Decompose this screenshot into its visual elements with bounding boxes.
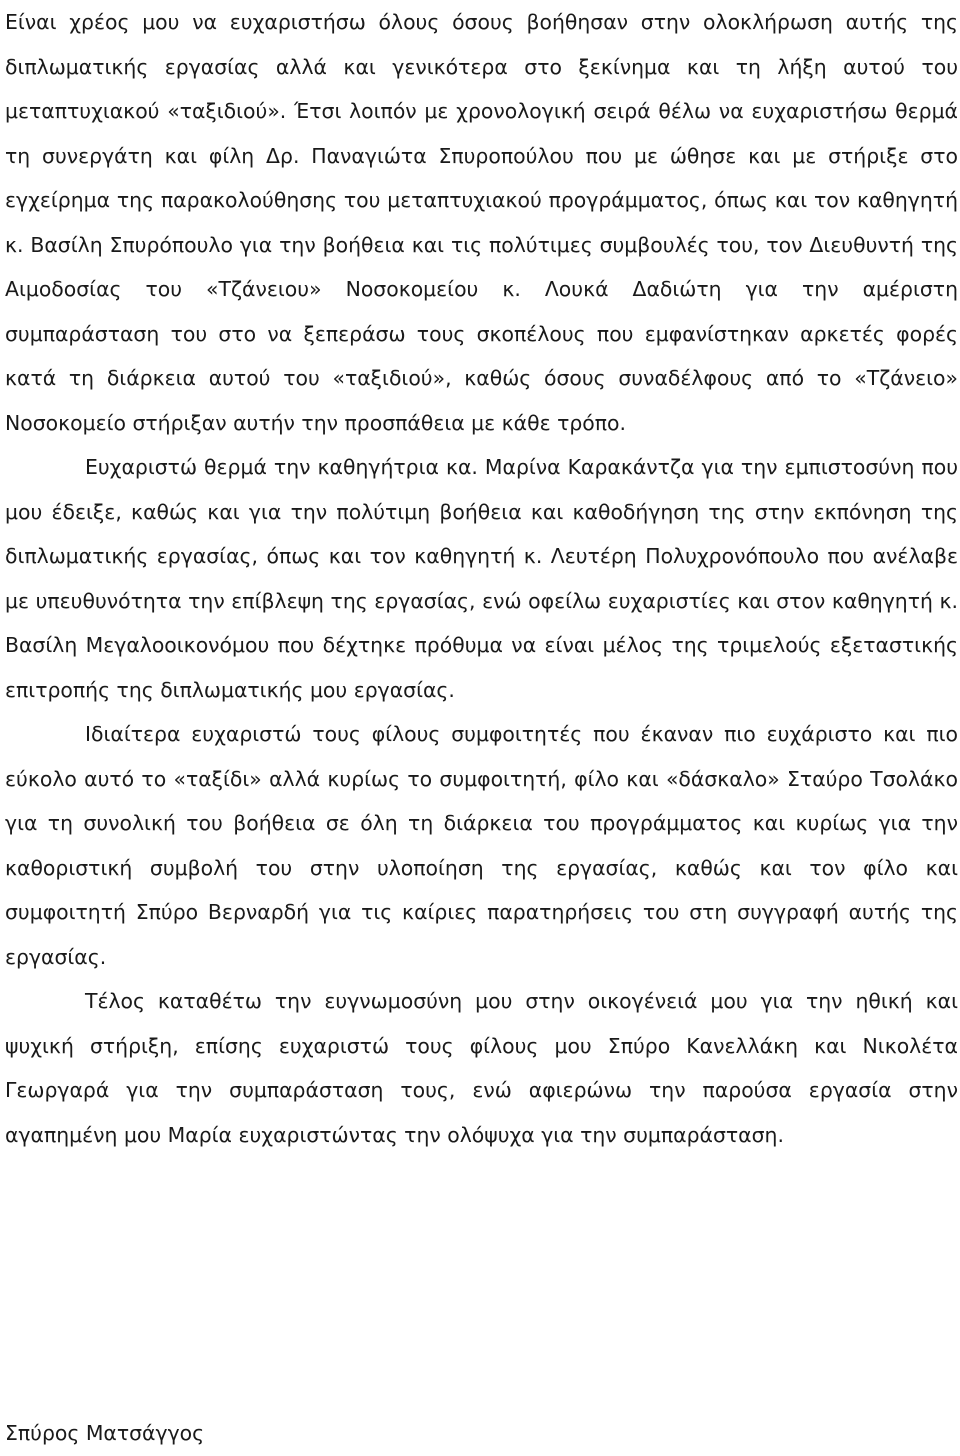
paragraph-2: Ευχαριστώ θερμά την καθηγήτρια κα. Μαρίνα Καρακάντζα για την εμπιστοσύνη που μου έδειξε, καθώς και για την πολύτιμη βοήθεια και καθοδήγηση της στην εκπόνηση της διπλωματικής εργασίας, όπως και τον καθηγητή κ. Λευτέρη Πολυχρονόπουλο που ανέλαβε με υπευθυνότητα την επίβλεψη της εργασίας, ενώ οφείλω ευχαριστίες και στον καθηγητή κ. Βασίλη Μεγαλοοικονόμου που δέχτηκε πρόθυμα να είναι μέλος της τριμελούς εξεταστικής επιτροπής της διπλωματικής μου εργασίας.	[5, 455, 958, 702]
paragraph-3: Ιδιαίτερα ευχαριστώ τους φίλους συμφοιτητές που έκαναν πιο ευχάριστο και πιο εύκολο αυτό το «ταξίδι» αλλά κυρίως το συμφοιτητή, φίλο και «δάσκαλο» Σταύρο Τσολάκο για τη συνολική του βοήθεια σε όλη τη διάρκεια του προγράμματος και κυρίως για την καθοριστική συμβολή του στην υλοποίηση της εργασίας, καθώς και τον φίλο και συμφοιτητή Σπύρο Βερναρδή για τις καίριες παρατηρήσεις του στη συγγραφή αυτής της εργασίας.	[5, 722, 958, 969]
acknowledgements-text	[5, 0, 958, 1157]
paragraph-1: Είναι χρέος μου να ευχαριστήσω όλους όσους βοήθησαν στην ολοκλήρωση αυτής της διπλωματικής εργασίας αλλά και γενικότερα στο ξεκίνημα και τη λήξη αυτού του μεταπτυχιακού «ταξιδιού». Έτσι λοιπόν με χρονολογική σειρά θέλω να ευχαριστήσω θερμά τη συνεργάτη και φίλη Δρ. Παναγιώτα Σπυροπούλου που με ώθησε και με στήριξε στο εγχείρημα της παρακολούθησης του μεταπτυχιακού προγράμματος, όπως και τον καθηγητή κ. Βασίλη Σπυρόπουλο για την βοήθεια και τις πολύτιμες συμβουλές του, τον Διευθυντή της Αιμοδοσίας του «Τζάνειου» Νοσοκομείου κ. Λουκά Δαδιώτη για την αμέριστη συμπαράσταση του στο να ξεπεράσω τους σκοπέλους που εμφανίστηκαν αρκετές φορές κατά τη διάρκεια αυτού του «ταξιδιού», καθώς όσους συναδέλφους από το «Τζάνειο» Νοσοκομείο στήριξαν αυτήν την προσπάθεια με κάθε τρόπο.	[5, 10, 958, 435]
paragraph-4: Τέλος καταθέτω την ευγνωμοσύνη μου στην οικογένειά μου για την ηθική και ψυχική στήριξη, επίσης ευχαριστώ τους φίλους μου Σπύρο Κανελλάκη και Νικολέτα Γεωργαρά για την συμπαράσταση τους, ενώ αφιερώνω την παρούσα εργασία στην αγαπημένη μου Μαρία ευχαριστώντας την ολόψυχα για την συμπαράσταση.	[5, 989, 958, 1147]
author-signature: Σπύρος Ματσάγγος	[5, 1421, 205, 1445]
